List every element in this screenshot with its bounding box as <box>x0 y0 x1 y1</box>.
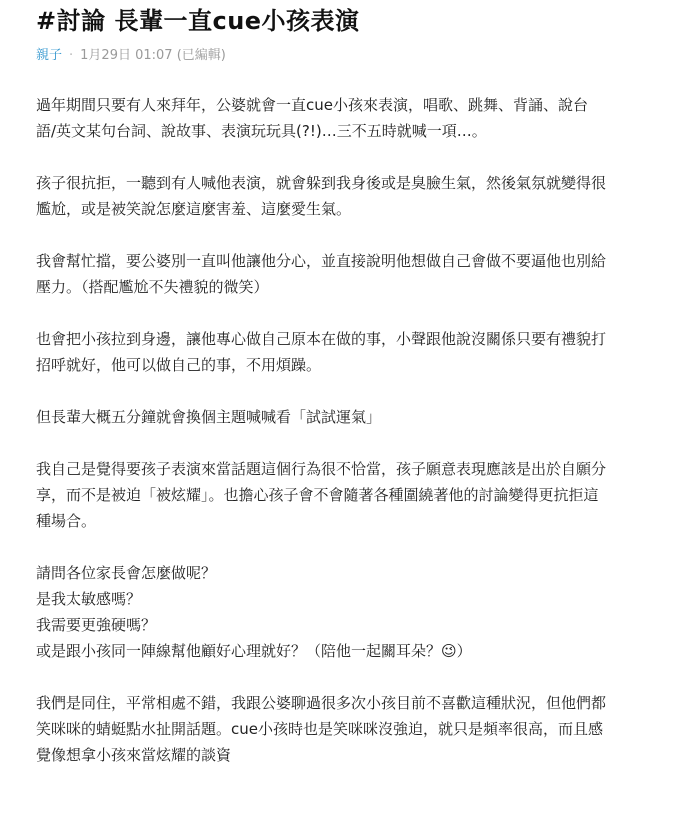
post-content <box>36 92 656 768</box>
edited-label: (已編輯) <box>176 48 226 63</box>
paragraph-line: 我自己是覺得要孩子表演來當話題這個行為很不恰當，孩子願意表現應該是出於自願分 <box>36 460 607 478</box>
paragraph-line: 孩子很抗拒，一聽到有人喊他表演，就會躲到我身後或是臭臉生氣，然後氣氛就變得很 <box>36 174 607 192</box>
paragraph-line: 或是跟小孩同一陣線幫他顧好心理就好？（陪他一起關耳朵？😉） <box>36 642 472 660</box>
post-paragraph <box>36 404 656 430</box>
paragraph-line: 但長輩大概五分鐘就會換個主題喊喊看「試試運氣」 <box>36 408 382 426</box>
paragraph-line: 我們是同住，平常相處不錯，我跟公婆聊過很多次小孩目前不喜歡這種狀況，但他們都 <box>36 694 607 712</box>
post-paragraph <box>36 690 656 768</box>
paragraph-line: 我會幫忙擋，要公婆別一直叫他讓他分心，並直接說明他想做自己會做不要逼他也別給 <box>36 252 607 270</box>
board-link[interactable]: 親子 <box>36 48 63 63</box>
post-paragraph <box>36 248 656 300</box>
meta-separator: · <box>69 48 74 63</box>
post-paragraph <box>36 170 656 222</box>
paragraph-line: 請問各位家長會怎麼做呢？ <box>36 564 217 582</box>
paragraph-line: 尷尬，或是被笑說怎麼這麼害羞、這麼愛生氣。 <box>36 200 352 218</box>
post-paragraph <box>36 456 656 534</box>
paragraph-line: 壓力。（搭配尷尬不失禮貌的微笑） <box>36 278 269 296</box>
post-timestamp: 1月29日 01:07 <box>80 48 173 63</box>
paragraph-line: 是我太敏感嗎？ <box>36 590 142 608</box>
paragraph-line: 種場合。 <box>36 512 97 530</box>
post-meta <box>36 46 689 66</box>
paragraph-line: 笑咪咪的蜻蜓點水扯開話題。cue小孩時也是笑咪咪沒強迫，就只是頻率很高，而且感 <box>36 720 603 738</box>
post-title: #討論 長輩一直cue小孩表演 <box>36 7 360 35</box>
paragraph-line: 招呼就好，他可以做自己的事，不用煩躁。 <box>36 356 322 374</box>
post-paragraph <box>36 326 656 378</box>
post-paragraph <box>36 92 656 144</box>
paragraph-line: 過年期間只要有人來拜年，公婆就會一直cue小孩來表演，唱歌、跳舞、背誦、說台 <box>36 96 588 114</box>
paragraph-line: 也會把小孩拉到身邊，讓他專心做自己原本在做的事，小聲跟他說沒關係只要有禮貌打 <box>36 330 607 348</box>
post-paragraph <box>36 560 656 664</box>
paragraph-line: 享，而不是被迫「被炫耀」。也擔心孩子會不會隨著各種圍繞著他的討論變得更抗拒這 <box>36 486 599 504</box>
paragraph-line: 我需要更強硬嗎？ <box>36 616 157 634</box>
paragraph-line: 覺像想拿小孩來當炫耀的談資 <box>36 746 232 764</box>
paragraph-line: 語/英文某句台詞、說故事、表演玩玩具(?!)…三不五時就喊一項…。 <box>36 122 487 140</box>
